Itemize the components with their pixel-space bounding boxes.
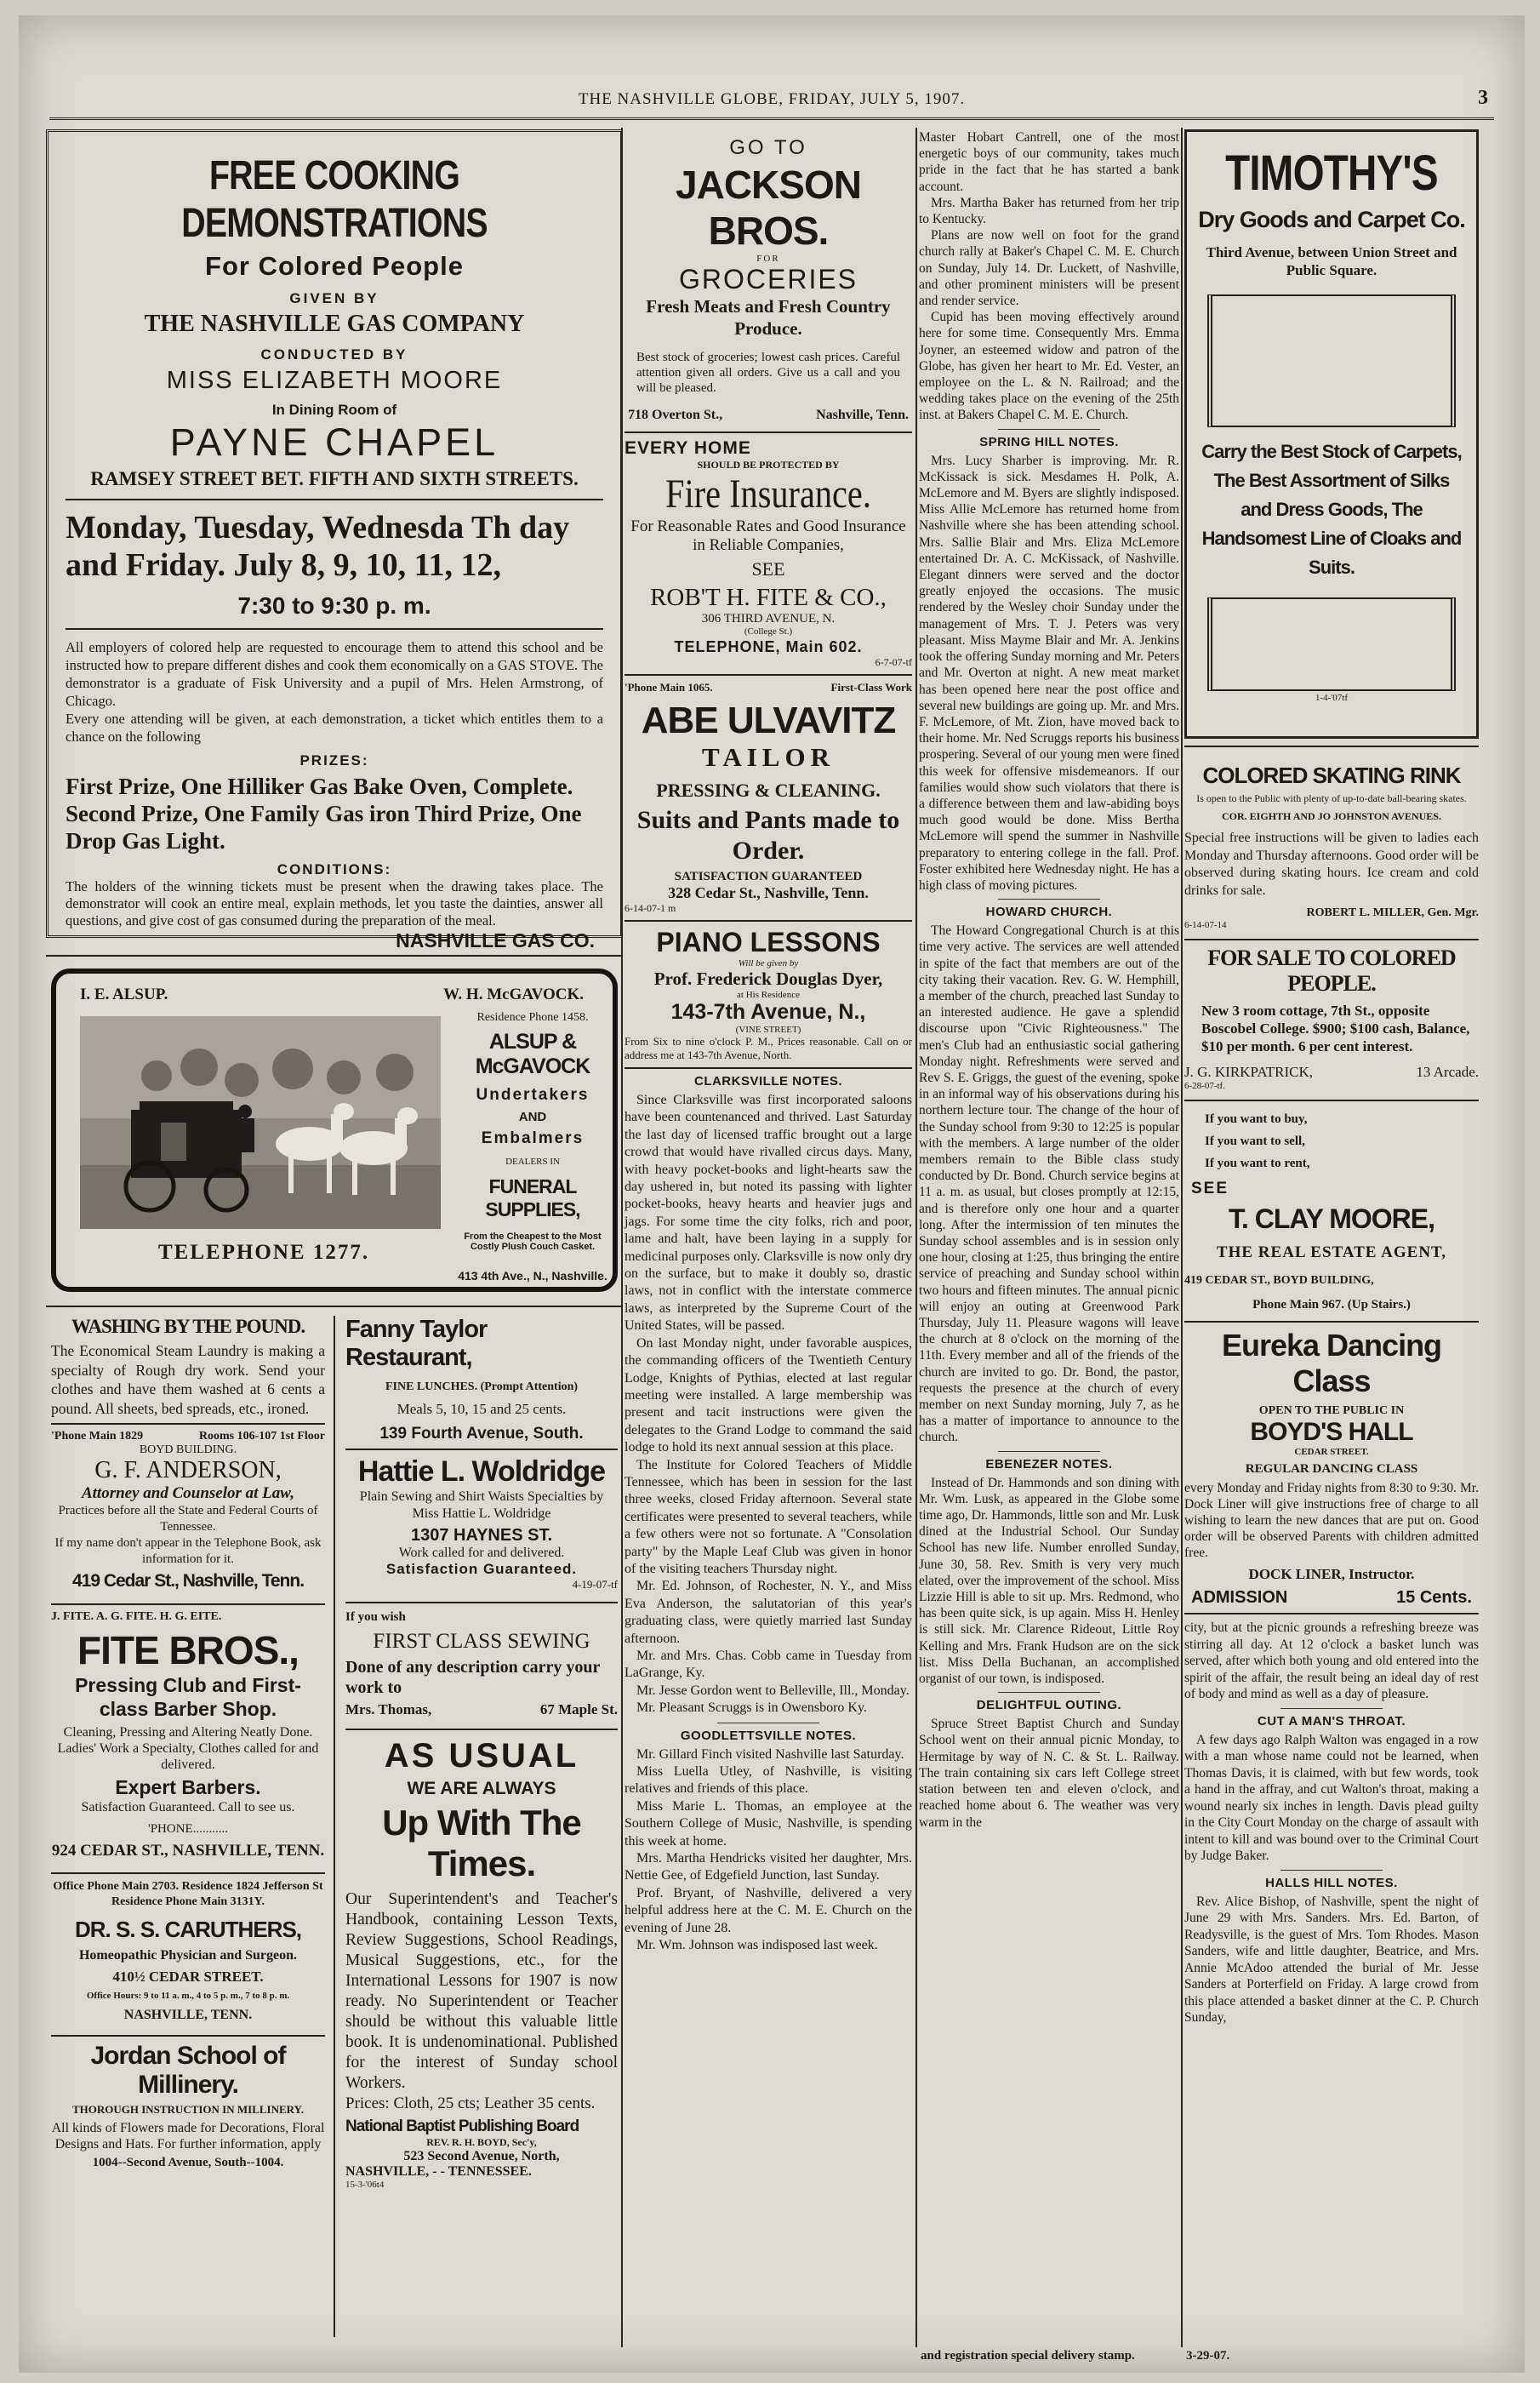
venue-name: PAYNE CHAPEL xyxy=(169,420,499,464)
ad-text: 1004--Second Avenue, South--1004. xyxy=(92,2156,284,2169)
residence-phone: Residence Phone 1458. xyxy=(476,1011,589,1024)
sewing-contact xyxy=(345,1701,618,1718)
column-3 xyxy=(919,129,1179,1831)
ad-code: 6-14-07-14 xyxy=(1184,920,1227,930)
ad-text: FUNERAL SUPPLIES, xyxy=(485,1175,580,1220)
firm-name: ALSUP & McGAVOCK xyxy=(475,1030,590,1078)
news-paragraph: Plans are now well on foot for the grand church rally at Baker's Chapel C. M. E. Church on Sunday, July 14. Dr. Luckett, of Nashville, and other prominent ministers will be present and render service. xyxy=(919,228,1179,309)
ad-text: SATISFACTION GUARANTEED xyxy=(674,870,863,883)
ad-text: BOYD'S HALL xyxy=(1250,1418,1413,1446)
news-paragraph: Master Hobart Cantrell, one of the most energetic boys of our community, takes much pride in the fact that he has started a bank account. xyxy=(919,130,1179,194)
ad-text: WE ARE ALWAYS xyxy=(407,1779,556,1798)
ad-text: J. G. KIRKPATRICK, xyxy=(1184,1064,1313,1080)
ad-text: COR. EIGHTH AND JO JOHNSTON AVENUES. xyxy=(1222,810,1441,822)
ad-text: Third Avenue, between Union Street and Public Square. xyxy=(1206,244,1457,278)
clay-moore-name: T. CLAY MOORE, xyxy=(1228,1203,1435,1234)
ad-subhead: For Colored People xyxy=(205,251,464,281)
owner-name: I. E. ALSUP. xyxy=(80,986,168,1003)
news-paragraph: The Howard Congregational Church is at this time very active. The services are well attended in spite of the fact that members are out of the city taking their vacation. Rev. G. W. Hemphill, a member of the church, preached last Sunday to an interested audience. He gave a splendid discourse upon "Civic Righteousness." The men's Club had an enthusiastic social gathering Monday night. Refreshments were served and Rev S. E. Griggs, the guest of the evening, spoke in an informal way of his observations during his northern lecture tour. The change of the hour of the Sunday school from 9:30 to 12:25 is popular with the members. A large number of the older members remain to the Bible class study conducted by Dr. Bond. Church service begins at 11 a. m. as usual, but closes promptly at 12:15, and is therefore only one hour and a quarter long. After the intermission of ten minutes the Sunday school assembles and is in session only one hour, closing at 1:25, thus bringing the entire service of preaching and Sunday school within two hours and fifteen minutes. The annual picnic will enjoy an outing at Greenwood Park Thursday, July 11. Pleasure wagons will leave the church at 8 o'clock on the morning of the 11th. Every member and all of the friends of the church are invited to go. Dr. Bond, the pastor, requests the presence at the church of every member on next Sunday morning, July 7, as he has a matter of importance to announce to the church. xyxy=(919,923,1179,1445)
news-paragraph: Mr. Jesse Gordon went to Belleville, Ill., Monday. xyxy=(636,1683,910,1698)
ad-text: 15 Cents. xyxy=(1396,1588,1472,1607)
ad-text: From the Cheapest to the Most Costly Plush Couch Casket. xyxy=(464,1232,602,1252)
ad-text: 306 THIRD AVENUE, N. xyxy=(701,612,836,626)
ad-frame xyxy=(1207,294,1456,427)
news-paragraph: Mr. Ed. Johnson, of Rochester, N. Y., and Miss Eva Anderson, the salutatorian of this year's graduating class, were quietly married last Sunday afternoon. xyxy=(625,1579,912,1646)
demo-hours: 7:30 to 9:30 p. m. xyxy=(237,592,431,619)
ad-text: Pressing Club and First-class Barber Shop. xyxy=(75,1674,301,1720)
newspaper-page xyxy=(19,15,1525,2373)
news-paragraph: A few days ago Ralph Walton was engaged in a row with a man whose name could not be learned, when Thomas Davis, it is claimed, with but few words, took a hand in the affray, and cut Walton's throat, making a wound nearly six inches in length. Davis plead guilty in the City Court Monday on the charge of assault with intent to kill and was bound over to the Criminal Court by Judge Baker. xyxy=(1184,1732,1479,1863)
ad-text: ADMISSION xyxy=(1191,1588,1288,1607)
ad-text: DEALERS IN xyxy=(505,1157,560,1167)
anderson-phone: 'Phone Main 1829 xyxy=(51,1430,144,1443)
person-name: MISS ELIZABETH MOORE xyxy=(166,367,503,394)
ad-text: Practices before all the State and Federal Courts of Tennessee. xyxy=(58,1504,318,1534)
ad-text: SEE xyxy=(751,558,785,580)
eureka-heading: Eureka Dancing Class xyxy=(1221,1328,1442,1398)
news-paragraph: Miss Marie L. Thomas, an employee at the Southern College of Music, Nashville, is spending this week at home. xyxy=(625,1798,912,1849)
caruthers-name: DR. S. S. CARUTHERS, xyxy=(74,1917,302,1942)
skating-rink-heading: COLORED SKATING RINK xyxy=(1202,763,1461,788)
column-rule xyxy=(915,128,917,2347)
news-paragraph: Prof. Bryant, of Nashville, delivered a very helpful address here at the C. M. E. Church on the evening of June 28. xyxy=(625,1885,912,1935)
ad-text: First-Class Work xyxy=(830,681,912,694)
ad-text: GIVEN BY xyxy=(289,290,379,306)
ad-text: Undertakers xyxy=(476,1086,590,1104)
news-paragraph: Miss Luella Utley, of Nashville, is visiting relatives and friends of this place. xyxy=(625,1764,912,1797)
ad-text: Cleaning, Pressing and Altering Neatly Done. Ladies' Work a Specialty, Clothes called for and delivered. xyxy=(57,1725,319,1772)
ad-text: FOR xyxy=(756,254,780,264)
anderson-header xyxy=(51,1430,325,1443)
piano-heading: PIANO LESSONS xyxy=(656,927,881,957)
ad-headline: FREE COOKING DEMONSTRATIONS xyxy=(181,153,488,246)
ad-code: 6-7-07-tf xyxy=(875,656,912,668)
sewing-name: Mrs. Thomas, xyxy=(345,1701,432,1717)
ad-signature: NASHVILLE GAS CO. xyxy=(396,929,595,951)
news-paragraph: The Institute for Colored Teachers of Middle Tennessee, which has been in session for the last three weeks, closed Friday afternoon. Several state certificates were presented to several teachers, while a few others were not so fortunate. A "Consolation party" by the Maple Leaf Club was given in honor of the visiting teachers Thursday night. xyxy=(625,1457,912,1576)
ad-text: PRESSING & CLEANING. xyxy=(656,780,881,801)
fite-bros-name: FITE BROS., xyxy=(77,1628,299,1672)
sewing-address: 67 Maple St. xyxy=(539,1701,618,1717)
masthead xyxy=(49,83,1494,120)
ad-text: EVERY HOME xyxy=(625,438,751,458)
ad-text: 410½ CEDAR STREET. xyxy=(112,1969,264,1985)
ad-text: FINE LUNCHES. (Prompt Attention) xyxy=(385,1380,579,1393)
ad-text: GROCERIES xyxy=(678,264,858,294)
ad-text: If you wish xyxy=(345,1610,406,1624)
ad-text: Is open to the Public with plenty of up-to-date ball-bearing skates. xyxy=(1196,792,1467,804)
ulvavitz-header xyxy=(625,681,912,694)
as-usual-heading: AS USUAL xyxy=(384,1737,579,1774)
ad-code: 6-14-07-1 m xyxy=(625,902,676,914)
column-1-lower xyxy=(46,1316,623,2337)
fire-insurance-heading: Fire Insurance. xyxy=(665,471,871,517)
column-rule xyxy=(334,1316,335,2337)
ad-text: 'PHONE........... xyxy=(148,1822,228,1836)
ad-text: Office Phone Main 2703. Residence 1824 Jefferson St Residence Phone Main 3131Y. xyxy=(53,1880,323,1908)
news-paragraph: On last Monday night, under favorable auspices, the commanding officers of the Twentieth Century Lodge, Knights of Pythias, elected at last regular meeting were installed. A large membership was present and tacit instructions were given the delegates to the Grand Lodge to command the said lodge to hold its next annual session at this place. xyxy=(625,1335,912,1455)
ebenezer-heading: EBENEZER NOTES. xyxy=(985,1456,1113,1472)
ad-text: CEDAR STREET. xyxy=(1294,1447,1369,1457)
ad-text: 328 Cedar St., Nashville, Tenn. xyxy=(668,884,869,901)
ad-text: Dry Goods and Carpet Co. xyxy=(1198,207,1465,232)
ad-text: Work called for and delivered. xyxy=(398,1546,565,1560)
ad-paragraph: every Monday and Friday nights from 8:30 to 9:30. Mr. Dock Liner will give instructions free of charge to all wishing to learn the new dances that are put on. Good order will be observed Parents with children admitted free. xyxy=(1184,1481,1479,1560)
news-paragraph: Mrs. Martha Baker has returned from her trip to Kentucky. xyxy=(919,195,1179,227)
ad-text: If you want to rent, xyxy=(1205,1157,1310,1170)
throat-heading: CUT A MAN'S THROAT. xyxy=(1257,1713,1406,1729)
howard-church-heading: HOWARD CHURCH. xyxy=(985,905,1113,920)
news-paragraph: Mr. and Mrs. Chas. Cobb came in Tuesday from LaGrange, Ky. xyxy=(625,1649,912,1681)
ad-text: SEE xyxy=(1191,1180,1229,1197)
ad-text: J. FITE. A. G. FITE. H. G. EITE. xyxy=(51,1610,222,1623)
timothys-name: TIMOTHY'S xyxy=(1225,146,1438,201)
undertaker-address: 413 4th Ave., N., Nashville. xyxy=(458,1269,607,1283)
prizes-list: First Prize, One Hilliker Gas Bake Oven, Complete. Second Prize, One Family Gas iron Third Prize, One Drop Gas Light. xyxy=(66,774,582,854)
ad-text: Homeopathic Physician and Surgeon. xyxy=(78,1948,298,1963)
ad-code: 15-3-'06t4 xyxy=(345,2180,385,2190)
ad-text: Will be given by xyxy=(738,958,799,969)
undertaker-ad xyxy=(51,969,618,1292)
ad-paragraph: The holders of the winning tickets must be present when the drawing takes place. The demonstrator will cook an entire meal, explain methods, let you taste the dainties, answer all questions, and give cost of gas consumed during the preparation of the meal. xyxy=(66,878,603,929)
ad-text: For Reasonable Rates and Good Insurance in Reliable Companies, xyxy=(630,517,906,554)
ad-text: TELEPHONE, Main 602. xyxy=(674,638,863,655)
ad-text: GO TO xyxy=(729,136,807,159)
piano-teacher: Prof. Frederick Douglas Dyer, xyxy=(653,969,883,989)
footer-code: 3-29-07. xyxy=(1186,2349,1230,2363)
news-paragraph: Mrs. Martha Hendricks visited her daughter, Mrs. Nettie Gee, of Edgefield Junction, last Sunday. xyxy=(625,1851,912,1883)
demo-days: Monday, Tuesday, Wednesda Th day and Friday. July 8, 9, 10, 11, 12, xyxy=(66,510,570,583)
ad-text: Meals 5, 10, 15 and 25 cents. xyxy=(396,1401,567,1417)
ad-text: Satisfaction Guaranteed. Call to see us. xyxy=(81,1800,295,1814)
ad-text: Suits and Pants made to Order. xyxy=(636,806,900,865)
ad-text: DOCK LINER, Instructor. xyxy=(1248,1566,1415,1582)
jackson-address xyxy=(628,408,909,423)
ad-text: TAILOR xyxy=(701,742,835,772)
sewing-heading: FIRST CLASS SEWING xyxy=(373,1630,590,1653)
news-paragraph: city, but at the picnic grounds a refreshing breeze was stirring all day. At 12 o'clock a basket lunch was served, after which both young and old entered into the spirit of the affair, the result being an ideal day of rest of body and mind as well as a day of pleasure. xyxy=(1184,1620,1479,1701)
ad-code: 4-19-07-tf xyxy=(572,1578,618,1591)
jordan-name: Jordan School of Millinery. xyxy=(90,2042,286,2099)
ad-text: BOYD BUILDING. xyxy=(139,1443,237,1456)
jackson-bros-name: JACKSON BROS. xyxy=(676,163,861,253)
owner-name: W. H. McGAVOCK. xyxy=(443,986,584,1003)
spring-hill-heading: SPRING HILL NOTES. xyxy=(979,434,1119,449)
ad-text: REGULAR DANCING CLASS xyxy=(1245,1462,1418,1476)
ad-text: THE REAL ESTATE AGENT, xyxy=(1216,1243,1447,1261)
ad-text: If my name don't appear in the Telephone Book, ask information for it. xyxy=(54,1536,322,1566)
ad-text: Done of any description carry your work to xyxy=(345,1658,601,1697)
ad-text: at His Residence xyxy=(737,990,800,1000)
ad-text: 139 Fourth Avenue, South. xyxy=(379,1425,584,1443)
anderson-address: 419 Cedar St., Nashville, Tenn. xyxy=(71,1571,305,1591)
ad-text: NASHVILLE, TENN. xyxy=(123,2008,253,2022)
fite-bros-address: 924 CEDAR ST., NASHVILLE, TENN. xyxy=(51,1842,325,1860)
ad-code: 1-4-'07tf xyxy=(1315,693,1349,703)
masthead-title: THE NASHVILLE GLOBE, FRIDAY, JULY 5, 1907. xyxy=(578,90,966,108)
for-sale-heading: FOR SALE TO COLORED PEOPLE. xyxy=(1207,946,1456,996)
ad-text: REV. R. H. BOYD, Sec'y, xyxy=(426,2136,537,2148)
ad-paragraph: Every one attending will be given, at each demonstration, a ticket which entitles them to a chance on the following xyxy=(66,711,603,745)
ad-text: If you want to buy, xyxy=(1205,1112,1308,1126)
conditions-heading: CONDITIONS: xyxy=(277,861,392,877)
ad-text: OPEN TO THE PUBLIC IN xyxy=(1258,1404,1405,1417)
page-number: 3 xyxy=(1478,87,1489,109)
venue-street: RAMSEY STREET BET. FIFTH AND SIXTH STREETS. xyxy=(90,468,579,489)
ad-text: Embalmers xyxy=(481,1129,585,1147)
timothys-ad xyxy=(1184,129,1479,739)
ad-frame xyxy=(1207,597,1456,691)
ad-text: (VINE STREET) xyxy=(735,1025,801,1035)
ad-text: THOROUGH INSTRUCTION IN MILLINERY. xyxy=(71,2103,305,2116)
ad-paragraph: From Six to nine o'clock P. M., Prices reasonable. Call on or address me at 143-7th Avenue, North. xyxy=(625,1035,912,1061)
ad-text: Office Hours: 9 to 11 a. m., 4 to 5 p. m., 7 to 8 p. m. xyxy=(86,1991,290,2001)
prizes-heading: PRIZES: xyxy=(299,752,369,769)
ad-text: (College St.) xyxy=(744,626,793,637)
ad-paragraph: New 3 room cottage, 7th St., opposite Boscobel College. $900; $100 cash, Balance, $10 per month. 6 per cent interest. xyxy=(1201,1003,1470,1054)
ad-text: Fresh Meats and Fresh Country Produce. xyxy=(646,296,891,339)
column-4 xyxy=(1184,129,1479,2026)
anderson-name: G. F. ANDERSON, xyxy=(94,1457,282,1483)
ad-text: Prices: Cloth, 25 cts; Leather 35 cents. xyxy=(345,2094,596,2112)
laundry-heading: WASHING BY THE POUND. xyxy=(71,1316,305,1337)
ad-text: 'Phone Main 1065. xyxy=(625,681,713,694)
for-sale-contact xyxy=(1184,1064,1479,1081)
ad-text: SHOULD BE PROTECTED BY xyxy=(697,459,840,471)
ad-text: 419 CEDAR ST., BOYD BUILDING, xyxy=(1184,1274,1374,1287)
anderson-rooms: Rooms 106-107 1st Floor xyxy=(198,1430,325,1443)
column-1b xyxy=(345,1316,618,2190)
ad-text: CONDUCTED BY xyxy=(260,346,408,363)
ad-text: 143-7th Avenue, N., xyxy=(670,1000,866,1024)
laundry-text: The Economical Steam Laundry is making a specialty of Rough dry work. Send your clothes and have them washed at 6 cents a pound. All sheets, bed spreads, etc., ironed. xyxy=(51,1342,325,1417)
hearse-photograph xyxy=(80,1016,441,1229)
outing-heading: DELIGHTFUL OUTING. xyxy=(976,1698,1122,1713)
news-paragraph: Mr. Wm. Johnson was indisposed last week. xyxy=(636,1938,878,1953)
ad-code: 6-28-07-tf. xyxy=(1184,1081,1225,1091)
halls-hill-heading: HALLS HILL NOTES. xyxy=(1265,1875,1398,1890)
ad-text: All kinds of Flowers made for Decorations, Floral Designs and Hats. For further information, apply xyxy=(51,2121,325,2152)
news-paragraph: Rev. Alice Bishop, of Nashville, spent the night of June 29 with Mrs. Sanders. Mrs. Ed. Barton, of Readysville, is the guest of Mrs. Tom Rhodes. Mason Sanders, wife and little daughter, Beatrice, and Mrs. Annie McAdoo attended the burial of Mr. Jesse Sanders at Porterfield on Friday. A large crowd from this place attended a basket dinner at the C. P. Church Sunday, xyxy=(1184,1894,1479,2025)
ad-text: Satisfaction Guaranteed. xyxy=(385,1561,578,1577)
ad-paragraph: Best stock of groceries; lowest cash prices. Careful attention given all orders. Give us a call and you will be pleased. xyxy=(636,351,900,395)
ad-paragraph: All employers of colored help are requested to encourage them to attend this school and be instructed how to prepare different dishes and cook them economically on a GAS STOVE. The demonstrator is a graduate of Fisk University and a pupil of Mrs. Helen Armstrong, of Chicago. xyxy=(66,639,603,709)
company-name: THE NASHVILLE GAS COMPANY xyxy=(144,311,525,337)
column-2 xyxy=(625,129,912,1955)
news-paragraph: Instead of Dr. Hammonds and son dining with Mr. Wm. Lusk, as appeared in the Globe some time ago, Dr. Hammonds, little son and Mr. Lusk dined at the Industrial School. Our Sunday School has new life. Number enrolled Sunday, June 30, 58. Rev. Smith is very very much elated, over the improvement of the school. Miss Lizzie Hill is able to sit up. Mrs. Redmond, who has been quite sick, is up again. Miss H. Henley is still sick. Mr. Clarence Rideout, Little Roy Kelling and Mrs. Frank Hudson are on the sick list. Miss Della Buchanan, an accomplished organist of our town, is indisposed. xyxy=(919,1475,1179,1687)
insurance-firm-name: ROB'T H. FITE & CO., xyxy=(650,584,887,611)
news-paragraph: Cupid has been moving effectively around here for some time. Consequently Mrs. Emma Joyner, an esteemed widow and patron of the Globe, has given her heart to Mr. Ed. Vester, an employee on the L. & N. Railroad; and the wedding takes place on the evening of the 25th inst. at Bakers Chapel C. M. E. Church. xyxy=(919,310,1179,423)
ad-text: Plain Sewing and Shirt Waists Specialties by Miss Hattie L. Woldridge xyxy=(359,1489,604,1521)
column-rule xyxy=(1181,128,1183,2347)
news-paragraph: Mr. Gillard Finch visited Nashville last Saturday. xyxy=(636,1746,904,1762)
eureka-admission xyxy=(1191,1588,1472,1608)
ad-text: Phone Main 967. (Up Stairs.) xyxy=(1252,1298,1411,1312)
ad-paragraph: Special free instructions will be given to ladies each Monday and Thursday afternoons. Good order will be observed during skating hours. Ice cream and cold drinks for sale. xyxy=(1184,831,1479,898)
goodlettsville-heading: GOODLETTSVILLE NOTES. xyxy=(680,1728,857,1743)
ad-text: Expert Barbers. xyxy=(115,1776,261,1798)
clarksville-heading: CLARKSVILLE NOTES. xyxy=(693,1074,842,1089)
ad-text: Nashville, Tenn. xyxy=(816,408,909,422)
ad-text: If you want to sell, xyxy=(1205,1134,1305,1148)
as-usual-slogan: Up With The Times. xyxy=(382,1803,581,1883)
ad-text: In Dining Room of xyxy=(271,402,397,418)
column-1 xyxy=(46,129,623,2337)
news-paragraph: Mrs. Lucy Sharber is improving. Mr. R. McKissack is sick. Mesdames H. Polk, A. McLemore and M. Byers are slightly indisposed. Miss Allie McLemore has returned home from Nashville where she has been attending school. Mrs. Sallie Blair and Mrs. Eliza McLemore entertained Dr. A. C. McKissack, of Nashville. Elegant dinners were served and the doctor greatly enjoyed the occasions. The music rendered by the Wesley choir Sunday under the management of Mrs. T. J. Peters was very pleasant. Miss Mayme Blair and Mr. A. Jenkins took the offering Sunday morning and Mr. Peters and Mr. Overton at night. A new meat market has been opened here near the post office and several new buildings are going up. Mr. and Mrs. F. McLemore, of Mt. Zion, have moved back to their home. Mr. Ned Scruggs reports his business prospering. Several of our young men were fined this week for offensive misdemeanors. If our families would show such violators that there is a difference between them and law-abiding boys much good would be done. Miss Bertha McLemore will spend the summer in Nashville preparatory to entering college in the fall. Prof. Foster exhibited here Wednesday night. He has a high class of moving pictures. xyxy=(919,453,1179,893)
undertaker-details xyxy=(456,1011,609,1283)
news-paragraph: Mr. Pleasant Scruggs is in Owensboro Ky. xyxy=(636,1700,867,1716)
column-1a xyxy=(51,1316,325,2170)
ad-text: 1307 HAYNES ST. xyxy=(410,1526,552,1545)
fanny-taylor-name: Fanny Taylor Restaurant, xyxy=(345,1316,488,1371)
news-paragraph: Since Clarksville was first incorporated saloons have been countenanced and thrived. Last Saturday the last day of licensed traffic brought out a large crowd that would have rivalled circus days. Many, with heavy pocket-books and light-hearts saw the day ushered in, but noted its passing with lighter pocket-books, heavy hearts and heavier jugs and jags. For some time the city folks, rich and poor, lame and halt, have been laying in a supply for medicinal purposes only. Clarksville is now only dry on the surface, but to make it doubly so, drastic laws, not in conflict with the interstate commerce laws, as interpreted by the Supreme Court of the United States, will be passed. xyxy=(625,1093,912,1334)
footer-fragment: and registration special delivery stamp. xyxy=(921,2349,1135,2363)
publisher-name: National Baptist Publishing Board xyxy=(345,2117,579,2135)
anderson-title: Attorney and Counselor at Law, xyxy=(81,1484,295,1502)
ad-paragraph: Our Superintendent's and Teacher's Handbook, containing Lesson Texts, Review Suggestions, School Readings, Musical Suggestions, etc., for the International Lessons for 1907 is now ready. No Superintendent or Teacher should be without this valuable little book. It is undenominational. Published for the interest of Sunday school Workers. xyxy=(345,1890,618,2092)
ad-text: NASHVILLE, - - TENNESSEE. xyxy=(345,2164,532,2179)
ad-text: 718 Overton St., xyxy=(628,408,723,422)
woldridge-name: Hattie L. Woldridge xyxy=(357,1455,606,1488)
cooking-demonstration-ad xyxy=(46,129,623,951)
undertaker-telephone: TELEPHONE 1277. xyxy=(158,1241,370,1264)
ad-text: AND xyxy=(518,1110,547,1124)
ad-text: ROBERT L. MILLER, Gen. Mgr. xyxy=(1306,906,1479,919)
ad-text: 523 Second Avenue, North, xyxy=(403,2149,560,2163)
news-paragraph: Spruce Street Baptist Church and Sunday School went on their annual picnic Monday, to Hermitage by way of N. C. & St. L. Railway. The train containing six cars left College street station between ten and eleven o'clock, and reached home about 6. The weather was very warm in the xyxy=(919,1717,1179,1830)
ad-text: 13 Arcade. xyxy=(1416,1064,1479,1080)
ad-text: Carry the Best Stock of Carpets, The Best Assortment of Silks and Dress Goods, The Handsomest Line of Cloaks and Suits. xyxy=(1201,441,1462,578)
ulvavitz-name: ABE ULVAVITZ xyxy=(641,700,896,741)
